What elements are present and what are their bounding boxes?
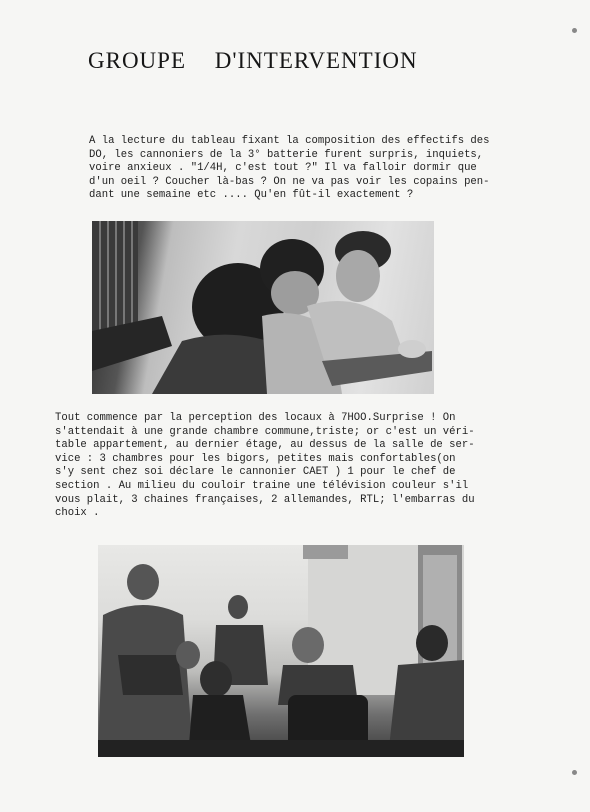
photo-soldiers-at-table <box>92 221 434 394</box>
photo-soldiers-in-lounge <box>98 545 464 757</box>
intro-paragraph: A la lecture du tableau fixant la composition des effectifs des DO, les cannoniers de la 3° batterie furent surpris, inquiets, voire anxieux . "1/4H, c'est tout ?" Il va falloir dormir que d'un oeil ? Coucher là-bas ? On ne va pas voir les copains pen- dant une semaine etc .... Qu'en fût-il exactement ? <box>89 135 490 202</box>
page-title: GROUPE D'INTERVENTION <box>88 48 418 73</box>
photo-soldiers-at-table-illustration <box>92 221 434 394</box>
photo-soldiers-in-lounge-illustration <box>98 545 464 757</box>
punch-mark <box>572 28 577 33</box>
punch-mark <box>572 770 577 775</box>
main-paragraph: Tout commence par la perception des locaux à 7HOO.Surprise ! On s'attendait à une grande chambre commune,triste; or c'est un véri- table appartement, au dernier étage, au dessus de la salle de ser- vice : 3 chambres pour les bigors, petites mais confortables(on s'y sent chez soi déclare le cannonier CAET ) 1 pour le chef de section . Au milieu du couloir traine une télévision couleur s'il vous plait, 3 chaines françaises, 2 allemandes, RTL; l'embarras du choix . <box>55 412 475 520</box>
